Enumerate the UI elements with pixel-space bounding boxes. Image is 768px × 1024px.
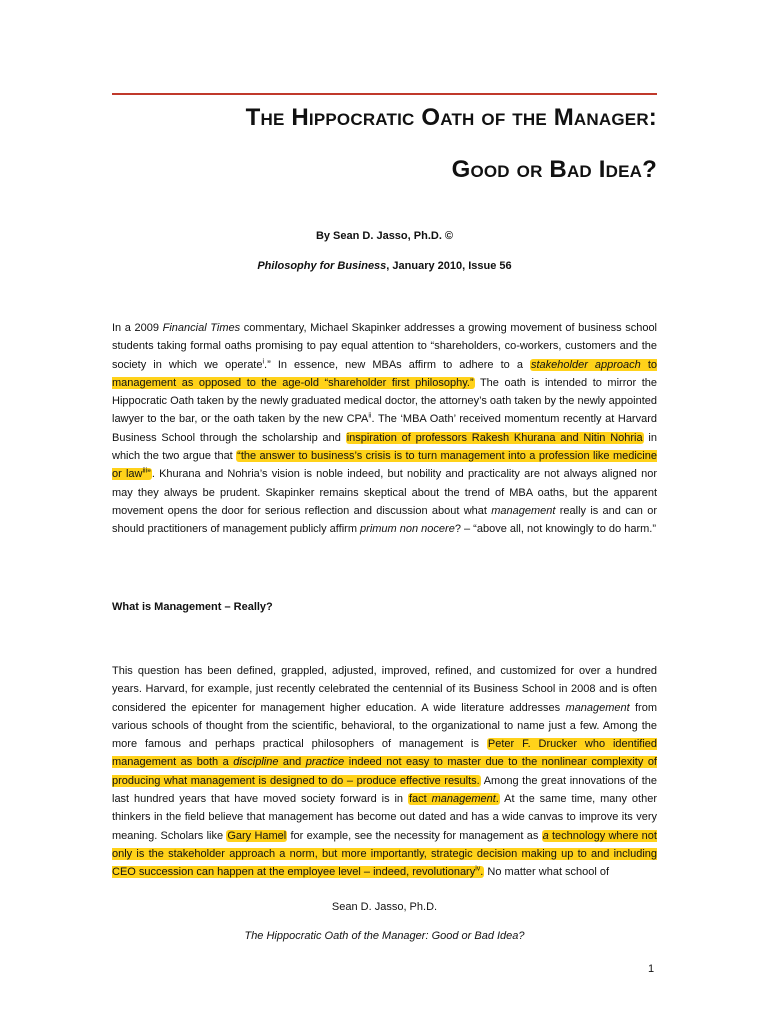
p1-text: in which the two argue that: [112, 431, 657, 463]
p2-text: At the same time, many other thinkers in the field believe that management has become out dated and has a wide canvas to improve its very meaning. Scholars like: [112, 793, 657, 842]
p2-text: Among the great innovations of the last hundred years that have moved society forward is in: [112, 774, 657, 806]
footer-title: The Hippocratic Oath of the Manager: Good or Bad Idea?: [244, 930, 525, 942]
p1-text: In a 2009: [112, 322, 163, 334]
highlight-text: to management as opposed to the age-old “shareholder first philosophy.”: [112, 358, 658, 389]
p2-text: from various schools of thought from the scientific, behavioral, to the organizational to name just a few. Among the more famous and perhaps practical philosophers of management is: [112, 701, 657, 751]
p1-text: commentary, Michael Skapinker addresses a growing movement of business school students taking formal oaths promising to pay equal attention to “shareholders, co-workers, customers and the society in which we operate: [112, 322, 658, 371]
title-line-2: Good or Bad Idea?: [451, 156, 657, 183]
p2-text: No matter what school of: [484, 866, 610, 879]
highlight-text: technology where not only is the stakeholder approach a norm, but more importantly, strategic decision making up to and including CEO succession can happen at the employee level – indeed, revolutionary: [112, 829, 657, 879]
highlight-text: indeed not easy to master due to the nonlinear complexity of producing what management is designed to do – produce effective results.: [112, 756, 657, 787]
paragraph-1: [112, 319, 657, 539]
highlight: [408, 793, 500, 805]
title-line-1: The Hippocratic Oath of the Manager:: [245, 104, 657, 131]
publication-name: Philosophy for Business: [257, 260, 387, 272]
highlight-italic: discipline: [233, 756, 279, 769]
p2-text: for example, see the necessity for management as: [287, 829, 542, 842]
footnote-ref[interactable]: iv: [475, 865, 481, 873]
p1-italic: primum non nocere: [360, 523, 455, 536]
highlight-text: .: [495, 793, 499, 806]
highlight-italic: stakeholder approach: [530, 358, 641, 371]
p1-italic: management: [491, 504, 556, 517]
highlight-italic: a: [542, 829, 549, 842]
highlight-text: .: [480, 866, 484, 879]
publication-line: [112, 260, 657, 272]
p2-text: This question has been defined, grappled, adjusted, improved, refined, and customized for over a hundred years. Harvard, for example, just recently celebrated the centennial of its Business School in 2008 and is often considered the epicenter for management higher education. A wide literature addresses: [112, 665, 657, 714]
highlight-text: fact: [408, 793, 432, 806]
byline: By Sean D. Jasso, Ph.D. ©: [315, 230, 454, 242]
highlight: inspiration of professors Rakesh Khurana and Nitin Nohria: [346, 431, 643, 444]
highlight-italic: practice: [305, 756, 345, 769]
p2-italic: management: [565, 701, 630, 714]
highlight: Gary Hamel: [227, 829, 287, 842]
p1-text: . Khurana and Nohria’s vision is noble indeed, but nobility and practicality are not always aligned nor may they always be prudent. Skapinker remains skeptical about the trend of MBA oaths, but the apparent movement opens the door for serious reflection and discussion about what: [112, 468, 658, 517]
publication-detail: , January 2010, Issue 56: [386, 260, 512, 272]
footnote-ref[interactable]: i: [262, 357, 265, 365]
highlight-text: and: [278, 756, 306, 769]
p1-text: The oath is intended to mirror the Hippocratic Oath taken by the newly graduated medical doctor, the attorney’s oath taken by the newly appointed lawyer to the bar, or the oath taken by the new CPA: [112, 376, 657, 426]
p1-text: ? – “above all, not knowingly to do harm.”: [454, 523, 656, 536]
header-rule: [112, 93, 657, 95]
highlight-italic: management: [431, 793, 496, 806]
p1-text: really is and can or should practitioners of management publicly affirm: [112, 504, 657, 536]
footer-author: Sean D. Jasso, Ph.D.: [331, 901, 438, 913]
paragraph-2: [112, 662, 657, 882]
footnote-ref[interactable]: iii: [142, 467, 148, 475]
highlight-text: “the answer to business’s crisis is to turn management into a profession like medicine or law: [112, 450, 657, 481]
p1-italic: Financial Times: [162, 322, 241, 334]
page-number: 1: [648, 963, 655, 975]
p1-text: . The ‘MBA Oath’ received momentum recently at Harvard Business School through the scholarship and: [112, 413, 657, 444]
highlight-text: Peter F. Drucker who identified management as both a: [112, 738, 658, 769]
footnote-ref[interactable]: ii: [368, 412, 372, 420]
p1-text: .” In essence, new MBAs affirm to adhere to a: [264, 358, 530, 371]
highlight-text: ”: [147, 468, 151, 481]
section-heading: What is Management – Really?: [112, 601, 273, 613]
